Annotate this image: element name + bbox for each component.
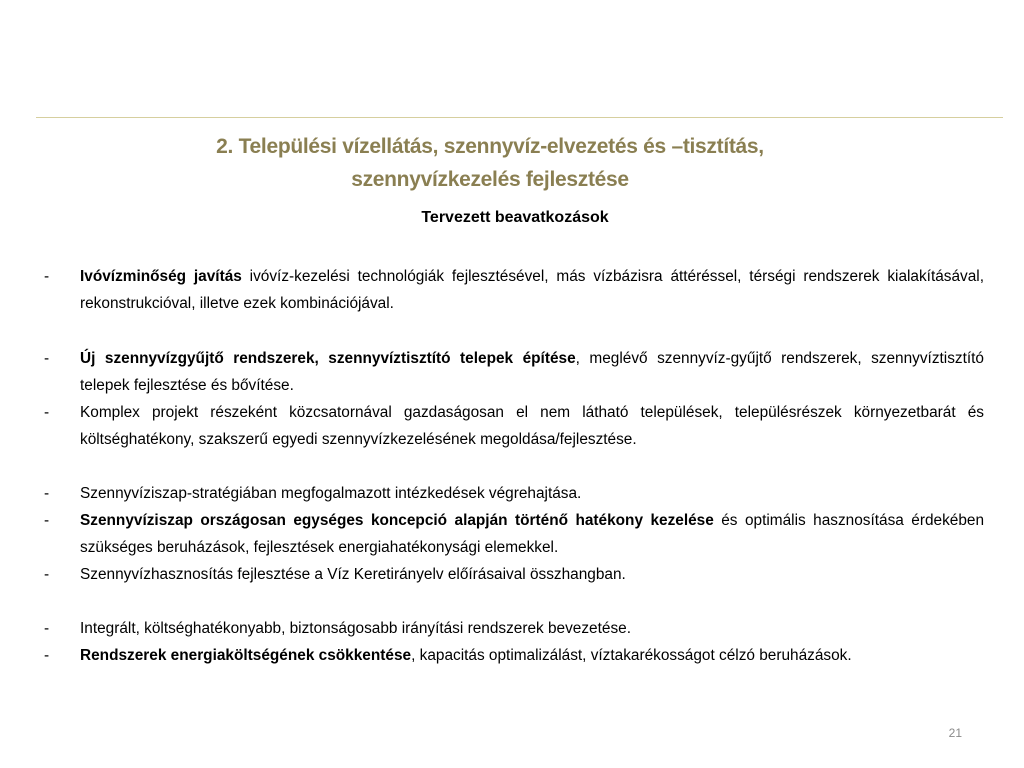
list-item bbox=[44, 561, 984, 588]
header-divider bbox=[36, 117, 1003, 118]
dash-bullet: - bbox=[44, 566, 50, 583]
item-text: Szennyvízhasznosítás fejlesztése a Víz Keretirányelv előírásaival összhangban. bbox=[80, 566, 626, 583]
list-item bbox=[44, 263, 984, 317]
dash-bullet: - bbox=[44, 350, 50, 367]
item-text: Szennyvíziszap-stratégiában megfogalmazott intézkedések végrehajtása. bbox=[80, 485, 582, 502]
section-subtitle: Tervezett beavatkozások bbox=[421, 209, 609, 226]
list-item bbox=[44, 642, 984, 669]
bold-text: Új szennyvízgyűjtő rendszerek, szennyvíztisztító telepek építése bbox=[80, 350, 576, 367]
item-text: , meglévő szennyvíz-gyűjtő rendszerek, szennyvíztisztító telepek fejlesztése és bővítése. bbox=[80, 350, 984, 394]
list-item bbox=[44, 399, 984, 453]
list-item bbox=[44, 480, 984, 507]
bold-text: Ivóvízminőség javítás bbox=[80, 268, 242, 285]
slide-title bbox=[100, 130, 880, 196]
list-item bbox=[44, 507, 984, 561]
item-text: ivóvíz-kezelési technológiák fejlesztésével, más vízbázisra áttéréssel, térségi rendszerek kialakításával, rekonstrukcióval, illetve ezek kombinációjával. bbox=[80, 268, 984, 312]
title-line-1: 2. Települési vízellátás, szennyvíz-elvezetés és –tisztítás, bbox=[216, 135, 764, 158]
list-item bbox=[44, 615, 984, 642]
dash-bullet: - bbox=[44, 485, 50, 502]
list-item bbox=[44, 345, 984, 399]
dash-bullet: - bbox=[44, 620, 50, 637]
dash-bullet: - bbox=[44, 512, 50, 529]
bold-text: Rendszerek energiaköltségének csökkentése bbox=[80, 647, 412, 664]
item-text: , kapacitás optimalizálást, víztakarékosságot célzó beruházások. bbox=[411, 647, 852, 664]
dash-bullet: - bbox=[44, 647, 50, 664]
page-number: 21 bbox=[948, 726, 962, 740]
bullet-list bbox=[44, 263, 984, 669]
item-text: és optimális hasznosítása érdekében szükséges beruházások, fejlesztések energiahatékonysági elemekkel. bbox=[80, 512, 985, 556]
bold-text: Szennyvíziszap országosan egységes koncepció alapján történő hatékony kezelése bbox=[80, 512, 714, 529]
item-text: Integrált, költséghatékonyabb, biztonságosabb irányítási rendszerek bevezetése. bbox=[80, 620, 631, 637]
item-text: Komplex projekt részeként közcsatornával gazdaságosan el nem látható települések, településrészek környezetbarát és költséghatékony, szakszerű egyedi szennyvízkezelésének megoldása/fejlesztése. bbox=[80, 404, 984, 448]
dash-bullet: - bbox=[44, 268, 50, 285]
title-line-2: szennyvízkezelés fejlesztése bbox=[351, 168, 629, 191]
dash-bullet: - bbox=[44, 404, 50, 421]
